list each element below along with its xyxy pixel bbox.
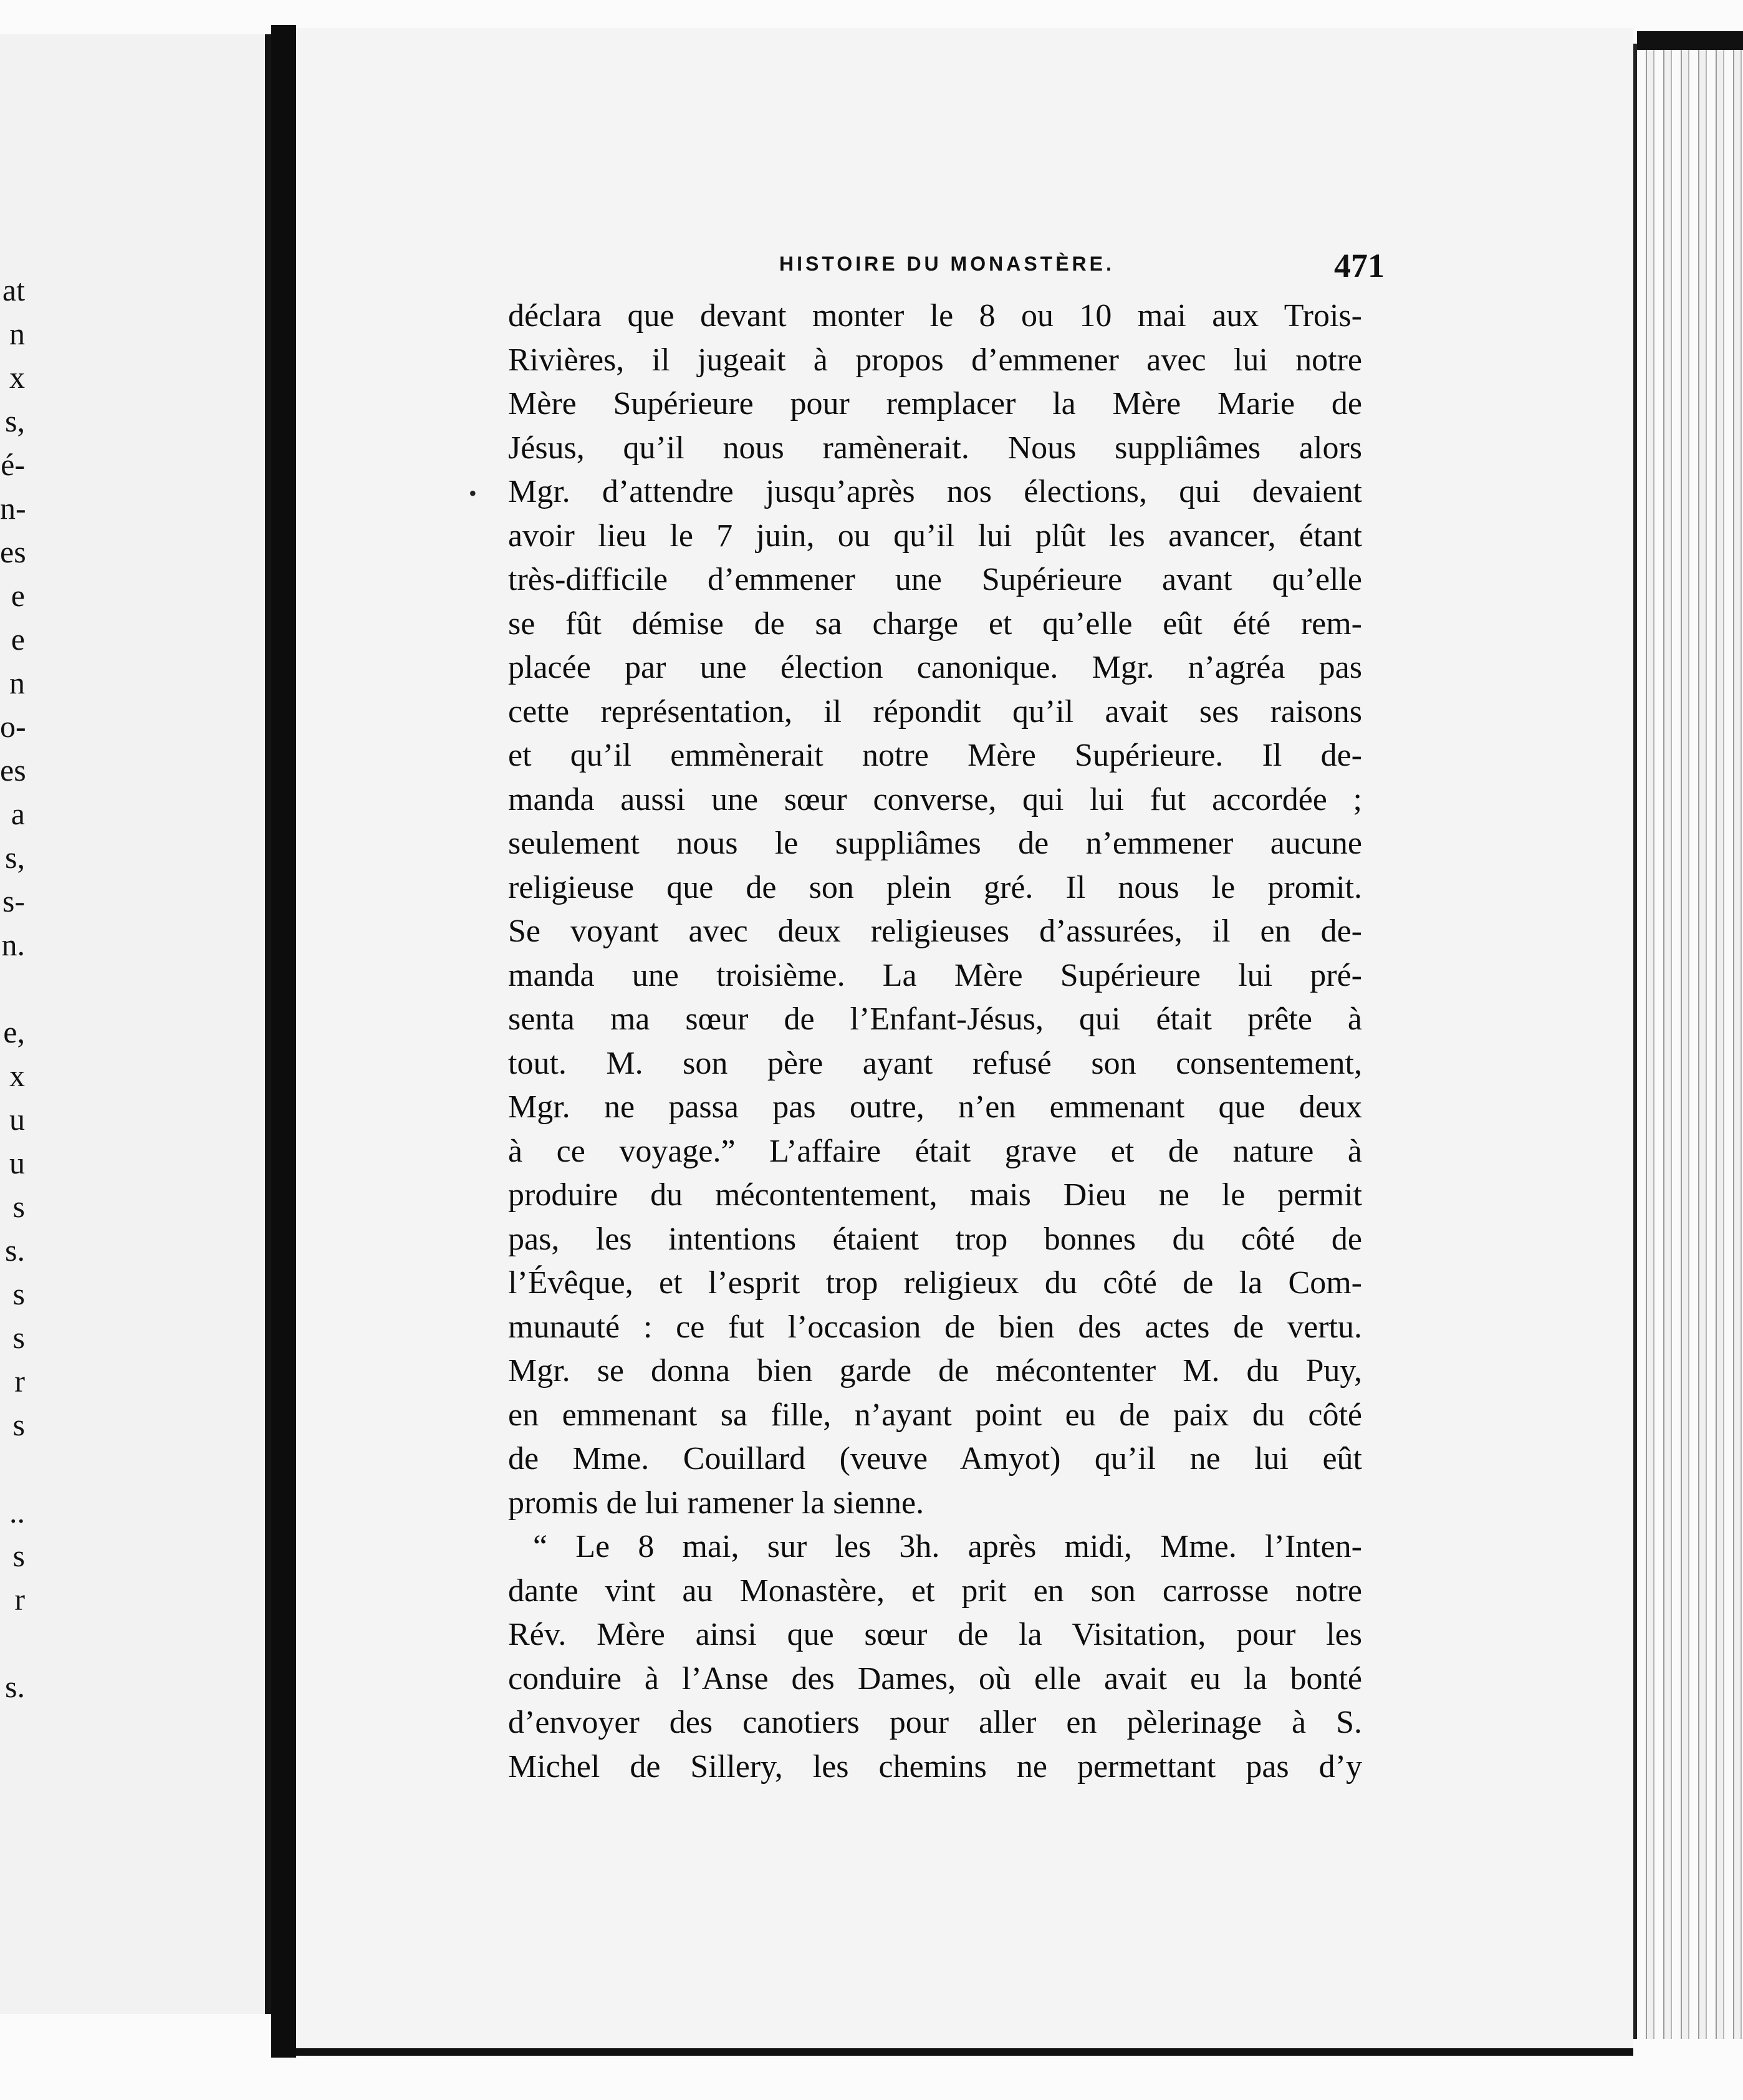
left-fragment: e — [11, 578, 25, 613]
text-line: avoir lieu le 7 juin, ou qu’il lui plût les avancer, étant — [508, 518, 1362, 554]
text-line: Mgr. se donna bien garde de mécontenter M. du Puy, — [508, 1353, 1362, 1389]
left-fragment: at — [2, 272, 25, 307]
text-line: l’Évêque, et l’esprit trop religieux du côté de la Com- — [508, 1265, 1362, 1301]
text-line: manda une troisième. La Mère Supérieure lui pré- — [508, 957, 1362, 993]
left-fragment: s. — [5, 1233, 25, 1268]
left-fragment: o- — [0, 709, 26, 744]
left-fragment: u — [9, 1102, 25, 1137]
left-fragment: s, — [5, 840, 25, 875]
left-fragment: s — [12, 1189, 25, 1224]
left-page-edge — [0, 34, 271, 2014]
text-line: placée par une élection canonique. Mgr. n’agréa pas — [508, 650, 1362, 685]
text-line: se fût démise de sa charge et qu’elle eût été rem- — [508, 605, 1362, 642]
left-fragment: é- — [1, 447, 25, 482]
left-fragment: s — [12, 1538, 25, 1573]
left-fragment: e — [11, 622, 25, 657]
text-line: d’envoyer des canotiers pour aller en pèlerinage à S. — [508, 1705, 1362, 1740]
text-line: et qu’il emmènerait notre Mère Supérieure. Il de- — [508, 738, 1362, 773]
text-line: dante vint au Monastère, et prit en son carrosse notre — [508, 1573, 1362, 1609]
left-fragment: s — [12, 1276, 25, 1311]
text-line: Rév. Mère ainsi que sœur de la Visitation, pour les — [508, 1617, 1362, 1652]
left-fragment: r — [14, 1364, 25, 1399]
text-line: conduire à l’Anse des Dames, où elle avait eu la bonté — [508, 1660, 1362, 1697]
text-line: promis de lui ramener la sienne. — [508, 1485, 924, 1521]
left-fragment: s, — [5, 403, 25, 438]
margin-mark: • — [469, 481, 477, 506]
text-line: de Mme. Couillard (veuve Amyot) qu’il ne lui eût — [508, 1441, 1362, 1476]
text-line: Mgr. ne passa pas outre, n’en emmenant que deux — [508, 1089, 1362, 1125]
left-fragment: es — [0, 534, 26, 569]
text-line: munauté : ce fut l’occasion de bien des actes de vertu. — [508, 1309, 1362, 1345]
text-line: Mère Supérieure pour remplacer la Mère Marie de — [508, 386, 1362, 421]
left-fragment: n — [9, 316, 25, 351]
text-line: Michel de Sillery, les chemins ne permettant pas d’y — [508, 1748, 1362, 1785]
page-edges — [1633, 44, 1743, 2039]
text-line: très-difficile d’emmener une Supérieure avant qu’elle — [508, 562, 1362, 597]
left-fragment: s — [12, 1320, 25, 1355]
left-fragment: n- — [0, 491, 26, 526]
text-line: manda aussi une sœur converse, qui lui fut accordée ; — [508, 781, 1362, 817]
text-line: Se voyant avec deux religieuses d’assurées, il en de- — [508, 913, 1362, 949]
page-number: 471 — [1334, 247, 1385, 284]
cover-edge — [1637, 31, 1743, 50]
text-line: Rivières, il jugeait à propos d’emmener avec lui notre — [508, 342, 1362, 378]
text-line: Jésus, qu’il nous ramènerait. Nous suppliâmes alors — [508, 430, 1362, 466]
left-fragment: u — [9, 1145, 25, 1180]
text-line: à ce voyage.” L’affaire était grave et de nature à — [508, 1133, 1362, 1169]
left-fragment: n — [9, 665, 25, 700]
text-line: déclara que devant monter le 8 ou 10 mai aux Trois- — [508, 298, 1362, 334]
left-fragment: s- — [2, 884, 25, 918]
text-line: en emmenant sa fille, n’ayant point eu de paix du côté — [508, 1397, 1362, 1433]
left-fragment: a — [11, 796, 25, 831]
text-line: pas, les intentions étaient trop bonnes du côté de — [508, 1221, 1362, 1257]
text-line: tout. M. son père ayant refusé son consentement, — [508, 1045, 1362, 1081]
left-fragment: e, — [3, 1014, 25, 1049]
text-line: produire du mécontentement, mais Dieu ne le permit — [508, 1177, 1362, 1213]
text-line: “ Le 8 mai, sur les 3h. après midi, Mme. l’Inten- — [533, 1529, 1362, 1564]
left-fragment: x — [9, 1058, 25, 1093]
left-fragment: .. — [9, 1495, 25, 1529]
left-fragment: s — [12, 1407, 25, 1442]
body-text — [508, 294, 1362, 1789]
text-line: seulement nous le suppliâmes de n’emmener aucune — [508, 826, 1362, 861]
left-fragment: n. — [1, 927, 25, 962]
left-fragment: s. — [5, 1669, 25, 1704]
text-line: senta ma sœur de l’Enfant-Jésus, qui était prête à — [508, 1001, 1362, 1037]
book-gutter — [271, 25, 296, 2058]
left-fragment: es — [0, 753, 26, 788]
left-fragment: r — [14, 1582, 25, 1617]
text-line: cette représentation, il répondit qu’il avait ses raisons — [508, 693, 1362, 730]
text-line: religieuse que de son plein gré. Il nous le promit. — [508, 869, 1362, 905]
left-fragment: x — [9, 360, 25, 395]
running-header: HISTOIRE DU MONASTÈRE. — [779, 253, 1115, 275]
text-line: Mgr. d’attendre jusqu’après nos élections, qui devaient — [508, 474, 1362, 509]
